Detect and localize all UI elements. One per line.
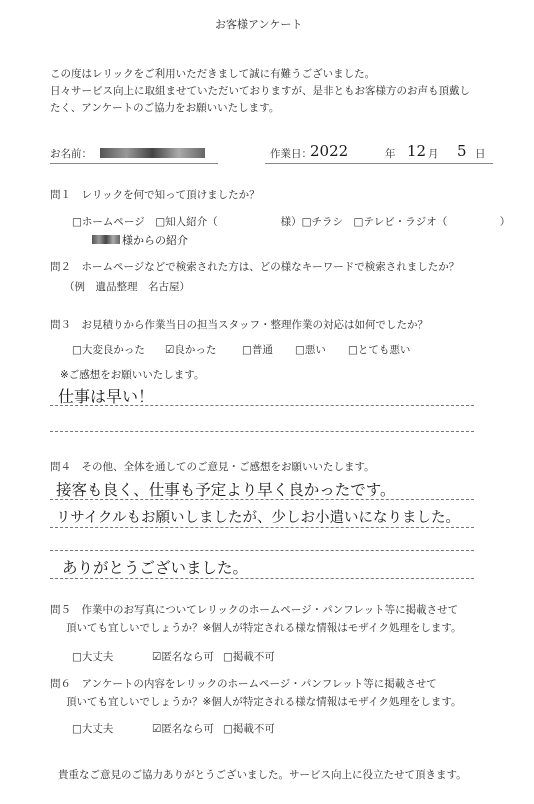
q5-label-2: 頂いても宜しいでしょうか？※個人が特定される様な情報はモザイク処理をします。	[66, 622, 462, 634]
q3-label: 問３ お見積りから作業当日の担当スタッフ・整理作業の対応は如何でしたか？	[50, 319, 428, 331]
q4-rule-4	[50, 578, 474, 579]
q3-handwritten-answer: 仕事は早い！	[58, 387, 155, 406]
q4-answer-line-3: ありがとうございました。	[62, 559, 249, 577]
q1-handwritten-answer: 様からの紹介	[122, 234, 188, 247]
q5-option-1: □大丈夫	[72, 651, 114, 663]
date-year-value: 2022	[310, 142, 349, 160]
date-label: 作業日：	[270, 148, 312, 160]
q4-answer-line-2: リサイクルもお願いしましたが、少しお小遣いになりました。	[56, 510, 460, 526]
q5-option-3: □掲載不可	[223, 651, 275, 663]
q3-rule-2	[50, 431, 474, 432]
q3-option-5: □とても悪い	[348, 344, 411, 356]
q4-label: 問４ その他、全体を通してのご意見・ご感想をお願いいたします。	[50, 461, 375, 473]
q3-impressions-label: ※ご感想をお願いいたします。	[60, 369, 205, 381]
name-label: お名前：	[50, 148, 92, 160]
survey-title: お客様アンケート	[215, 18, 303, 31]
date-day-unit: 日	[475, 148, 486, 160]
q4-rule-2	[50, 527, 474, 528]
name-underline	[50, 163, 218, 164]
q3-option-2: ☑良かった	[165, 344, 217, 356]
date-year-unit: 年	[385, 148, 396, 160]
q6-option-3: □掲載不可	[223, 723, 275, 735]
q1-answer-redacted	[92, 235, 120, 244]
q3-rule-1	[50, 405, 474, 406]
q1-label: 問１ レリックを何で知って頂けましたか？	[50, 189, 260, 201]
q4-answer-line-1: 接客も良く、仕事も予定より早く良かったです。	[56, 481, 396, 499]
intro-line-2: 日々サービス向上に取組ませていただいておりますが、是非ともお客様方のお声も頂戴し	[50, 85, 470, 97]
q1-options: □ホームページ □知人紹介（ 様）□チラシ □テレビ・ラジオ（ ）	[72, 216, 511, 228]
intro-line-1: この度はレリックをご利用いただきまして誠に有難うございました。	[50, 68, 376, 80]
q6-option-1: □大丈夫	[72, 723, 114, 735]
q3-option-3: □普通	[242, 344, 273, 356]
date-underline	[265, 163, 493, 164]
q6-label-2: 頂いても宜しいでしょうか？※個人が特定される様な情報はモザイク処理をします。	[66, 696, 462, 708]
date-month-unit: 月	[428, 148, 439, 160]
q6-option-2: ☑匿名なら可	[152, 723, 214, 735]
intro-line-3: たく、アンケートのご協力をお願いいたします。	[50, 102, 280, 114]
q6-label: 問６ アンケートの内容をレリックのホームページ・パンフレット等に掲載させて	[50, 678, 437, 690]
q3-option-4: □悪い	[295, 344, 326, 356]
q2-example: （例 遺品整理 名古屋）	[64, 281, 190, 293]
q5-option-2: ☑匿名なら可	[152, 651, 214, 663]
footer-note: 貴重なご意見のご協力ありがとうございました。サービス向上に役立たせて頂きます。	[58, 769, 467, 781]
date-month-value: 12	[407, 142, 427, 160]
q4-rule-1	[50, 499, 474, 500]
date-day-value: 5	[457, 142, 467, 160]
q3-option-1: □大変良かった	[72, 344, 145, 356]
name-redacted	[100, 148, 205, 158]
q4-rule-3	[50, 550, 474, 551]
q2-label: 問２ ホームページなどで検索された方は、どの様なキーワードで検索されましたか？	[50, 261, 460, 273]
q5-label: 問５ 作業中のお写真についてレリックのホームページ・パンフレット等に掲載させて	[50, 604, 459, 616]
